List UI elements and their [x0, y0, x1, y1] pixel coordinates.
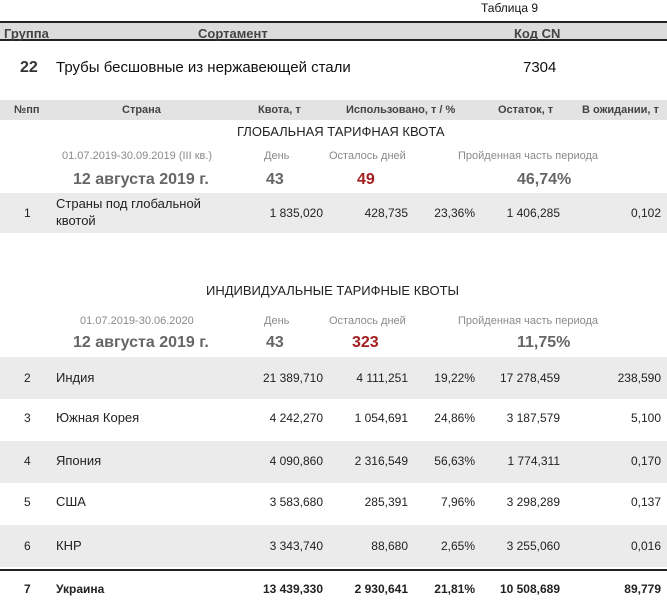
row-remaining: 3 298,289 — [506, 495, 560, 509]
row-num: 7 — [24, 582, 31, 596]
individual-day-label: День — [264, 315, 290, 327]
row-num: 1 — [24, 206, 31, 220]
row-pct: 7,96% — [440, 495, 475, 509]
row-pct: 23,36% — [434, 206, 475, 220]
individual-days-left-value: 323 — [352, 334, 379, 351]
row-country-line1: Страны под глобальной — [56, 196, 201, 211]
col-used: Использовано, т / % — [346, 104, 456, 116]
row-quota: 21 389,710 — [262, 371, 323, 385]
assortment-header: Сортамент — [198, 26, 268, 41]
cn-code-header: Код CN — [514, 26, 561, 41]
row-pct: 21,81% — [434, 582, 475, 596]
row-country: КНР — [56, 538, 82, 553]
row-used: 88,680 — [371, 539, 408, 553]
col-num: №пп — [14, 104, 40, 116]
row-pending: 0,102 — [630, 206, 661, 220]
row-country: Украина — [56, 582, 105, 596]
row-country: Япония — [56, 453, 102, 468]
row-quota: 13 439,330 — [262, 582, 323, 596]
global-days-left-value: 49 — [357, 171, 375, 188]
row-country-line2: квотой — [56, 213, 96, 228]
row-pending: 0,016 — [630, 539, 661, 553]
row-pending: 238,590 — [617, 371, 661, 385]
row-pending: 0,170 — [630, 454, 661, 468]
row-remaining: 3 187,579 — [506, 411, 560, 425]
individual-date: 12 августа 2019 г. — [73, 334, 209, 351]
row-used: 428,735 — [364, 206, 408, 220]
global-elapsed-label: Пройденная часть периода — [458, 150, 599, 162]
individual-elapsed-label: Пройденная часть периода — [458, 315, 599, 327]
row-num: 4 — [24, 454, 31, 468]
global-day-value: 43 — [266, 171, 284, 188]
row-country: Индия — [56, 370, 95, 385]
row-num: 3 — [24, 411, 31, 425]
group-header: Группа — [4, 26, 49, 41]
col-country: Страна — [122, 104, 161, 116]
table-header — [0, 21, 667, 41]
row-remaining: 1 406,285 — [506, 206, 560, 220]
row-pending: 89,779 — [624, 582, 661, 596]
row-remaining: 17 278,459 — [499, 371, 560, 385]
table-row — [0, 483, 667, 525]
row-pct: 2,65% — [440, 539, 475, 553]
row-pct: 19,22% — [434, 371, 475, 385]
row-num: 2 — [24, 371, 31, 385]
row-remaining: 3 255,060 — [506, 539, 560, 553]
row-used: 1 054,691 — [354, 411, 408, 425]
row-quota: 3 343,740 — [269, 539, 323, 553]
row-remaining: 1 774,311 — [507, 454, 560, 468]
row-used: 2 316,549 — [354, 454, 408, 468]
table-row — [0, 193, 667, 233]
row-used: 4 111,251 — [356, 371, 408, 385]
table-row — [0, 525, 667, 567]
col-remaining: Остаток, т — [498, 104, 554, 116]
global-section-title: ГЛОБАЛЬНАЯ ТАРИФНАЯ КВОТА — [237, 124, 445, 139]
product-group: 22 — [20, 59, 38, 76]
row-quota: 1 835,020 — [269, 206, 323, 220]
table-row — [0, 571, 667, 601]
row-quota: 4 242,270 — [269, 411, 323, 425]
global-date: 12 августа 2019 г. — [73, 171, 209, 188]
col-pending: В ожидании, т — [582, 104, 659, 116]
row-quota: 3 583,680 — [269, 495, 323, 509]
row-quota: 4 090,860 — [269, 454, 323, 468]
individual-day-value: 43 — [266, 334, 284, 351]
global-period: 01.07.2019-30.09.2019 (III кв.) — [62, 150, 213, 162]
global-day-label: День — [264, 150, 290, 162]
row-pending: 5,100 — [630, 411, 661, 425]
individual-elapsed-value: 11,75% — [517, 334, 571, 351]
row-pending: 0,137 — [630, 495, 661, 509]
col-quota: Квота, т — [258, 104, 301, 116]
individual-days-left-label: Осталось дней — [329, 315, 406, 327]
row-pct: 56,63% — [434, 454, 475, 468]
individual-section-title: ИНДИВИДУАЛЬНЫЕ ТАРИФНЫЕ КВОТЫ — [206, 283, 460, 298]
individual-period: 01.07.2019-30.06.2020 — [80, 315, 194, 327]
table-caption: Таблица 9 — [481, 1, 539, 15]
table-row — [0, 357, 667, 399]
table-row — [0, 441, 667, 483]
row-num: 5 — [24, 495, 31, 509]
global-days-left-label: Осталось дней — [329, 150, 406, 162]
product-name: Трубы бесшовные из нержавеющей стали — [56, 59, 351, 76]
global-elapsed-value: 46,74% — [517, 171, 572, 188]
row-used: 2 930,641 — [354, 582, 408, 596]
row-pct: 24,86% — [434, 411, 475, 425]
row-country: США — [56, 494, 86, 509]
row-country: Южная Корея — [56, 410, 140, 425]
row-used: 285,391 — [364, 495, 408, 509]
row-num: 6 — [24, 539, 31, 553]
column-header-row — [0, 100, 667, 120]
table-row — [0, 399, 667, 441]
row-remaining: 10 508,689 — [499, 582, 560, 596]
product-cn-code: 7304 — [523, 59, 557, 76]
